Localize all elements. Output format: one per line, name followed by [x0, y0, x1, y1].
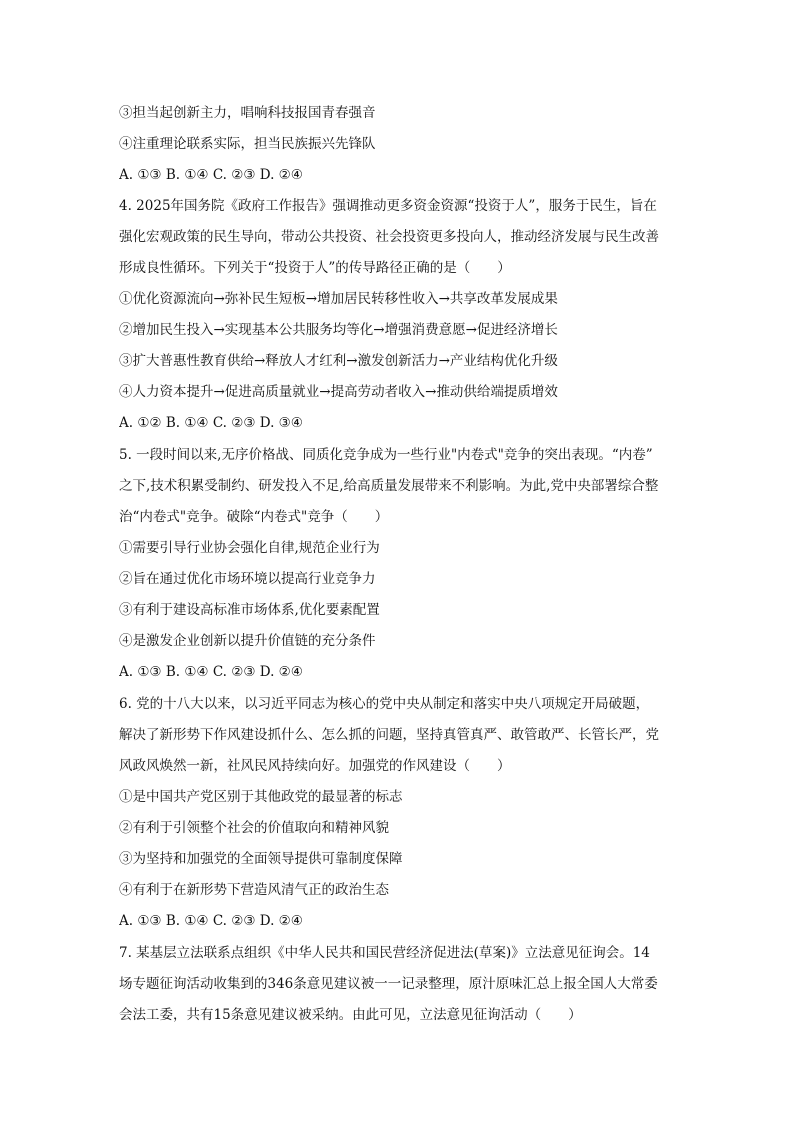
option-line: ②增加民生投入→实现基本公共服务均等化→增强消费意愿→促进经济增长: [119, 322, 558, 338]
question-stem-line: 之下,技术积累受制约、研发投入不足,给高质量发展带来不利影响。为此,党中央部署综合整: [119, 478, 659, 494]
answer-choices: A. ①③ B. ①④ C. ②③ D. ②④: [119, 664, 303, 680]
question-stem-line: 4. 2025年国务院《政府工作报告》强调推动更多资金资源“投资于人”，服务于民生，旨在: [119, 198, 657, 214]
option-line: ①优化资源流向→弥补民生短板→增加居民转移性收入→共享改革发展成果: [119, 291, 558, 307]
option-line: ④人力资本提升→促进高质量就业→提高劳动者收入→推动供给端提质增效: [119, 384, 558, 400]
option-line: ③有利于建设高标准市场体系,优化要素配置: [119, 602, 380, 618]
option-line: ②旨在通过优化市场环境以提高行业竞争力: [119, 571, 376, 587]
option-line: ②有利于引领整个社会的价值取向和精神风貌: [119, 820, 389, 836]
option-line: ①需要引导行业协会强化自律,规范企业行为: [119, 540, 380, 556]
question-stem-line: 形成良性循环。下列关于“投资于人”的传导路径正确的是（ ）: [119, 260, 511, 276]
question-stem-line: 7. 某基层立法联系点组织《中华人民共和国民营经济促进法(草案)》立法意见征询会。14: [119, 945, 650, 961]
question-stem-line: 场专题征询活动收集到的346条意见建议被一一记录整理，原汁原味汇总上报全国人大常委: [119, 976, 658, 992]
option-line: ①是中国共产党区别于其他政党的最显著的标志: [119, 789, 403, 805]
option-line: ④有利于在新形势下营造风清气正的政治生态: [119, 882, 389, 898]
question-stem-line: 解决了新形势下作风建设抓什么、怎么抓的问题，坚持真管真严、敢管敢严、长管长严，党: [119, 727, 659, 743]
option-line: ③扩大普惠性教育供给→释放人才红利→激发创新活力→产业结构优化升级: [119, 353, 558, 369]
question-stem-line: 会法工委，共有15条意见建议被采纳。由此可见，立法意见征询活动（ ）: [119, 1007, 582, 1023]
question-stem-line: 5. 一段时间以来,无序价格战、同质化竞争成为一些行业"内卷式"竞争的突出表现。“内卷”: [119, 447, 653, 463]
question-stem-line: 风政风焕然一新，社风民风持续向好。加强党的作风建设（ ）: [119, 758, 511, 774]
option-line: ③担当起创新主力，唱响科技报国青春强音: [119, 105, 376, 121]
option-line: ④是激发企业创新以提升价值链的充分条件: [119, 633, 376, 649]
question-stem-line: 6. 党的十八大以来，以习近平同志为核心的党中央从制定和落实中央八项规定开局破题，: [119, 696, 650, 712]
answer-choices: A. ①③ B. ①④ C. ②③ D. ②④: [119, 913, 303, 929]
option-line: ③为坚持和加强党的全面领导提供可靠制度保障: [119, 851, 403, 867]
answer-choices: A. ①③ B. ①④ C. ②③ D. ②④: [119, 167, 303, 183]
question-stem-line: 强化宏观政策的民生导向，带动公共投资、社会投资更多投向人，推动经济发展与民生改善: [119, 229, 659, 245]
option-line: ④注重理论联系实际，担当民族振兴先锋队: [119, 136, 376, 152]
question-stem-line: 治“内卷式"竞争。破除“内卷式"竞争（ ）: [119, 509, 389, 525]
answer-choices: A. ①② B. ①④ C. ②③ D. ③④: [119, 415, 303, 431]
